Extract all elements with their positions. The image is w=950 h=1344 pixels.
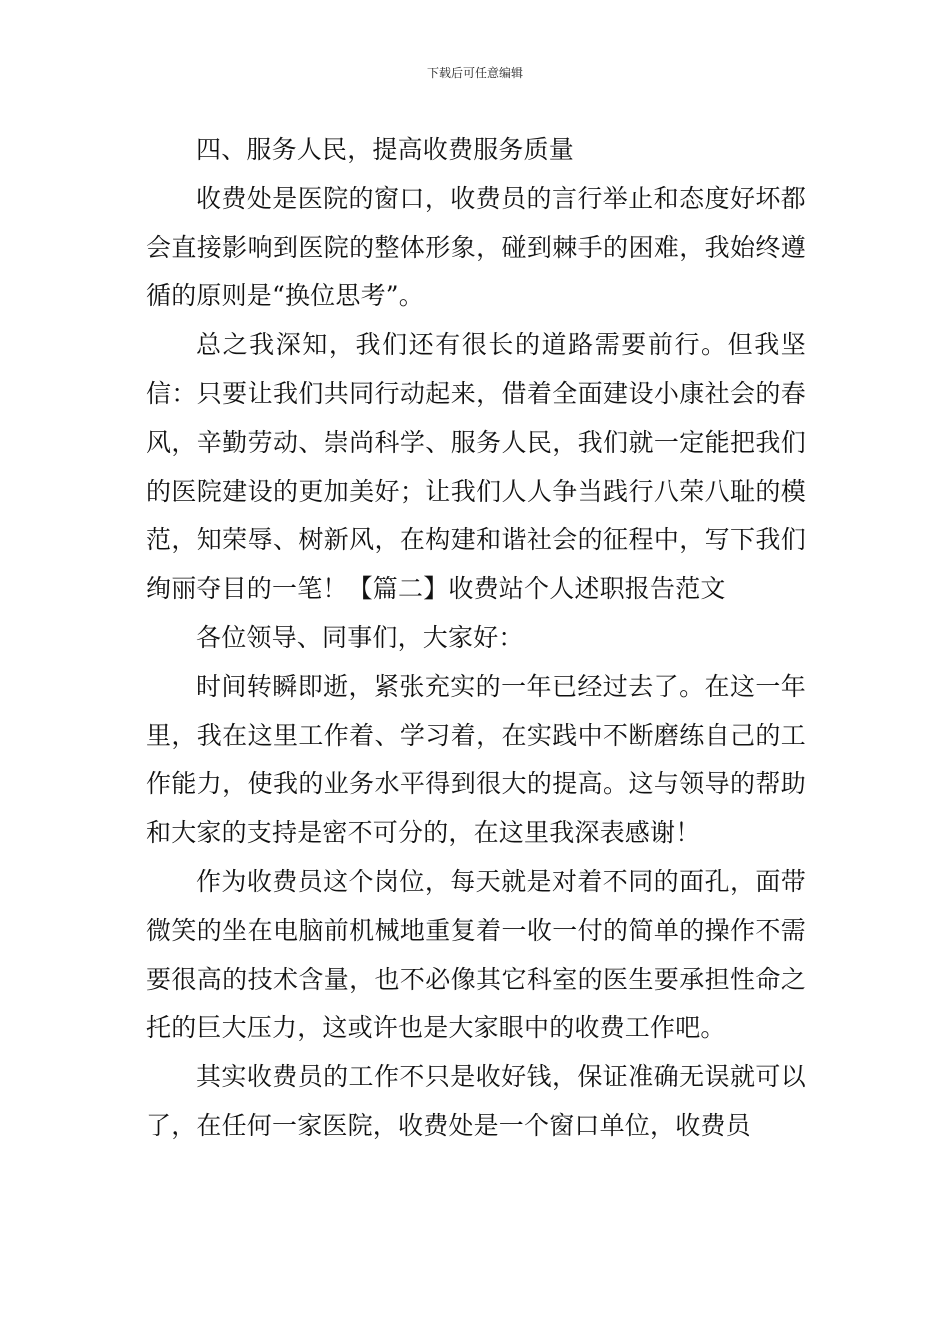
paragraph: 作为收费员这个岗位，每天就是对着不同的面孔，面带微笑的坐在电脑前机械地重复着一收一付的简单的操作不需要很高的技术含量，也不必像其它科室的医生要承担性命之托的巨大压力，这或许也是大家眼中的收费工作吧。 [146,866,806,1043]
document-body [146,126,806,1151]
salutation: 各位领导、同事们，大家好： [196,622,524,652]
page-header-note: 下载后可任意编辑 [426,66,523,80]
paragraph: 其实收费员的工作不只是收好钱，保证准确无误就可以了，在任何一家医院，收费处是一个窗口单位，收费员 [146,1062,806,1140]
section-heading-four: 四、服务人民，提高收费服务质量 [196,135,575,164]
paragraph: 时间转瞬即逝，紧张充实的一年已经过去了。在这一年里，我在这里工作着、学习着，在实践中不断磨练自己的工作能力，使我的业务水平得到很大的提高。这与领导的帮助和大家的支持是密不可分的，在这里我深表感谢！ [146,671,806,848]
paragraph: 收费处是医院的窗口，收费员的言行举止和态度好坏都会直接影响到医院的整体形象，碰到棘手的困难，我始终遵循的原则是“换位思考”。 [146,183,806,311]
paragraph: 总之我深知，我们还有很长的道路需要前行。但我坚信：只要让我们共同行动起来，借着全面建设小康社会的春风，辛勤劳动、崇尚科学、服务人民，我们就一定能把我们的医院建设的更加美好；让我们人人争当践行八荣八耻的模范，知荣辱、树新风，在构建和谐社会的征程中，写下我们绚丽夺目的一笔！【篇二】收费站个人述职报告范文 [146,330,806,604]
